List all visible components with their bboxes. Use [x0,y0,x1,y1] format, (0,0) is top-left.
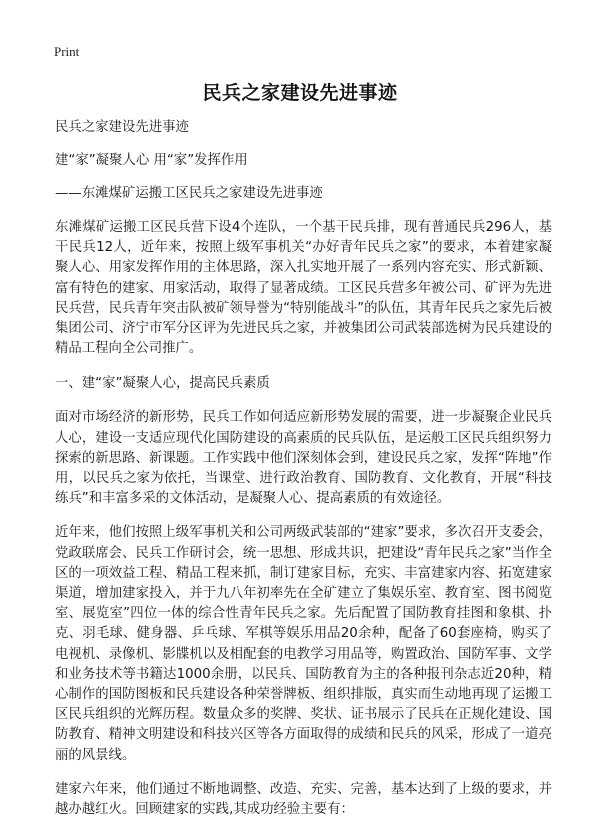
article-heading: 建“家”凝聚人心 用“家”发挥作用 [55,153,248,168]
section-heading-1: 一、建“家”凝聚人心，提高民兵素质 [55,376,270,392]
article-body [55,117,552,820]
paragraph-3: 近年来，他们按照上级军事机关和公司两级武装部的“建家”要求，多次召开支委会，党政联席会、民兵工作研讨会，统一思想、形成共识，把建设“青年民兵之家”当作全区的一项效益工程、精品工程来抓，制订建家目标，充实、丰富建家内容、拓宽建家渠道，增加建家投入，并于九八年初率先在全矿建立了集娱乐室、教育室、图书阅览室、展览室”四位一体的综合性青年民兵之家。先后配置了国防教育挂图和象棋、扑克、羽毛球、健身器、乒乓球、军棋等娱乐用品20余种，配备了60套座椅，购买了电视机、录像机、影牒机以及相配套的电教学习用品等，购置政治、国防军事、文学和业务技术等书籍达1000余册，以民兵、国防教育为主的各种报刊杂志近20种，精心制作的国防图板和民兵建设各种荣誉牌板、组织排版，真实而生动地再现了运搬工区民兵组织的光辉历程。数量众多的奖牌、奖状、证书展示了民兵在正规化建设、国防教育、精神文明建设和科技兴区等各方面取得的成绩和民兵的风采，形成了一道亮丽的风景线。 [55,525,552,763]
paragraph-4: 建家六年来，他们通过不断地调整、改造、充实、完善，基本达到了上级的要求，并越办越红火。回顾建家的实践,其成功经验主要有： [55,781,552,818]
paragraph-2: 面对市场经济的新形势，民兵工作如何适应新形势发展的需要，进一步凝聚企业民兵人心，建设一支适应现代化国防建设的高素质的民兵队伍，是运般工区民兵组织努力探索的新思路、新课题。工作实践中他们深刻体会到，建设民兵之家，发挥“阵地”作用，以民兵之家为依托，当课堂、进行政治教育、国防教育、文化教育，开展“科技练兵”和丰富多采的文体活动，是凝聚人心、提高素质的有效途径。 [55,410,552,507]
article-subheading: ——东滩煤矿运搬工区民兵之家建设先进事迹 [55,186,323,201]
paragraph-intro: 东滩煤矿运搬工区民兵营下设4个连队，一个基干民兵排，现有普通民兵296人，基干民兵12人，近年来，按照上级军事机关“办好青年民兵之家”的要求，本着建家凝聚人心、用家发挥作用的主体思路，深入扎实地开展了一系列内容充实、形式新颖、富有特色的建家、用家活动，取得了显著成绩。工区民兵营多年被公司、矿评为先进民兵营，民兵青年突击队被矿领导誉为“特别能战斗”的队伍，其青年民兵之家先后被集团公司、济宁市军分区评为先进民兵之家，并被集团公司武装部选树为民兵建设的精品工程向全公司推广。 [55,220,552,357]
page-title: 民兵之家建设先进事迹 [202,82,398,104]
print-link[interactable]: Print [54,44,80,59]
article-subtitle: 民兵之家建设先进事迹 [55,120,189,135]
